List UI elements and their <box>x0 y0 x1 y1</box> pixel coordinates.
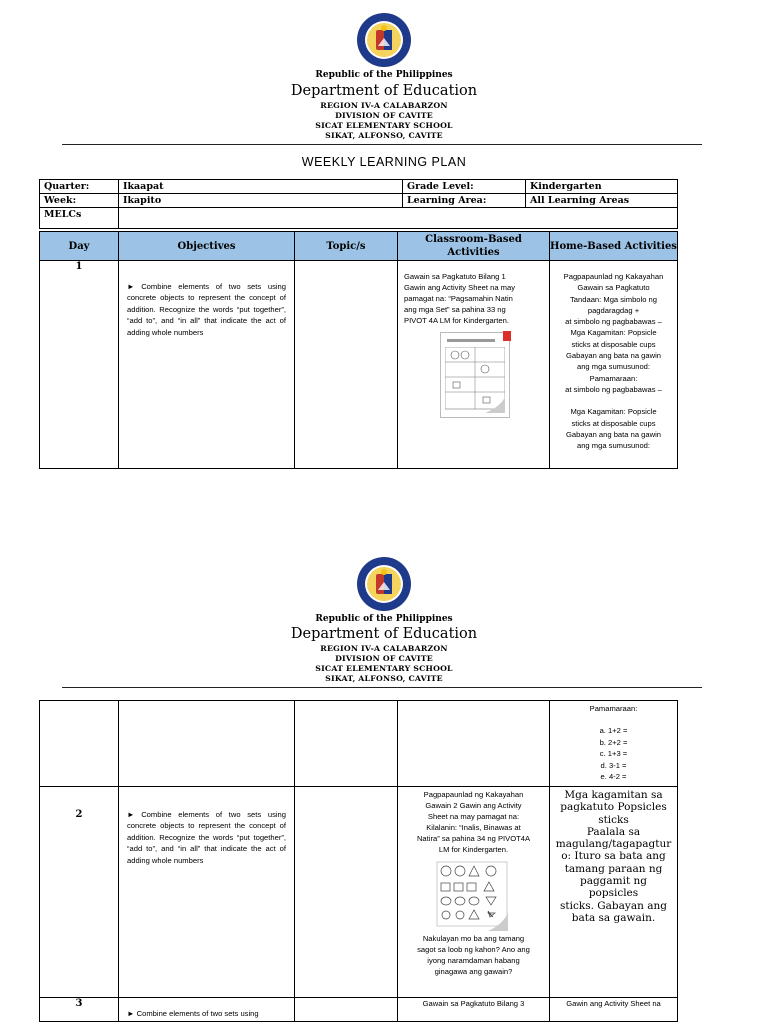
melcs-row <box>40 208 678 229</box>
worksheet-shapes-image <box>436 861 510 931</box>
day1-row <box>40 261 678 469</box>
day2-home-cell <box>550 787 678 998</box>
col-day: Day <box>40 232 119 261</box>
quarter-label: Quarter: <box>40 180 119 194</box>
day3-objective: ► Combine elements of two sets using <box>127 1009 259 1018</box>
day2-classroom-followup: Nakulayan mo ba ang tamang sagot sa loob ng kahon? Ano ang iyong naramdaman habang ginagawa ang gawain? <box>417 934 530 976</box>
school-line: SICAT ELEMENTARY SCHOOL <box>315 121 453 130</box>
day1-number: 1 <box>40 261 119 469</box>
republic-line-page2: Republic of the Philippines <box>315 614 453 624</box>
col-classroom: Classroom-Based Activities <box>398 232 550 261</box>
header-rule-page2 <box>62 687 702 688</box>
day3-topic-cell <box>295 998 398 1022</box>
day2-classroom-text: Pagpapaunlad ng Kakayahan Gawain 2 Gawin ang Activity Sheet na may pamagat na: Kilalanin: “Inalis, Binawas at Natira” sa pahina 34 ng PIVOT4A LM for Kindergarten. <box>416 790 531 854</box>
quarter-value: Ikaapat <box>119 180 403 194</box>
day2-objective: ► Combine elements of two sets using concrete objects to represent the concept of addition. Recognize the words “put together”, “add to”, and “in all” that indicate the act of adding whole numbers <box>127 810 286 865</box>
worksheet-title-bar <box>447 339 495 342</box>
region-line: REGION IV-A CALABARZON <box>320 101 448 110</box>
region-line-page2: REGION IV-A CALABARZON <box>320 644 448 653</box>
division-line: DIVISION OF CAVITE <box>335 111 433 120</box>
day2-classroom-cell <box>398 787 550 998</box>
day1-classroom-cell <box>398 261 550 469</box>
division-line-page2: DIVISION OF CAVITE <box>335 654 433 663</box>
area-value: All Learning Areas <box>526 194 678 208</box>
worksheet-grid-image <box>445 347 505 413</box>
quarter-row <box>40 180 678 194</box>
deped-seal-logo <box>356 12 412 68</box>
column-header-row <box>40 232 678 261</box>
day1-objective: ► Combine elements of two sets using concrete objects to represent the concept of addition. Recognize the words “put together”, “add to”, and “in all” that indicate the act of adding whole numbers <box>127 282 286 337</box>
plan-title: WEEKLY LEARNING PLAN <box>301 155 467 169</box>
continuation-row <box>40 701 678 787</box>
day3-number: 3 <box>40 998 119 1022</box>
day2-objective-cell <box>119 787 295 998</box>
header-rule <box>62 144 702 145</box>
day2-number: 2 <box>40 787 119 998</box>
cont-home-text: Pamamaraan: a. 1+2 = b. 2+2 = c. 1+3 = d. 3-1 = e. 4-2 = <box>589 704 638 782</box>
grade-label: Grade Level: <box>403 180 526 194</box>
day1-worksheet-thumbnail <box>440 332 510 418</box>
day1-home-cell <box>550 261 678 469</box>
republic-line: Republic of the Philippines <box>315 70 453 80</box>
day2-row <box>40 787 678 998</box>
plan-table-page2 <box>39 700 678 1022</box>
day3-home-text: Gawin ang Activity Sheet na <box>566 999 661 1008</box>
col-topics: Topic/s <box>295 232 398 261</box>
week-row <box>40 194 678 208</box>
day1-classroom-text: Gawain sa Pagkatuto Bilang 1 Gawin ang Activity Sheet na may pamagat na: “Pagsamahin Natin ang mga Set” sa pahina 33 ng PIVOT 4A LM for Kindergarten. <box>404 272 516 325</box>
col-home: Home-Based Activities <box>550 232 678 261</box>
day3-row <box>40 998 678 1022</box>
plan-table-page1 <box>39 231 678 469</box>
day3-home-cell <box>550 998 678 1022</box>
col-objectives: Objectives <box>119 232 295 261</box>
address-line: SIKAT, ALFONSO, CAVITE <box>325 131 443 140</box>
address-line-page2: SIKAT, ALFONSO, CAVITE <box>325 674 443 683</box>
day2-topic-cell <box>295 787 398 998</box>
day1-objective-cell <box>119 261 295 469</box>
school-line-page2: SICAT ELEMENTARY SCHOOL <box>315 664 453 673</box>
cont-objective-cell <box>119 701 295 787</box>
cont-topic-cell <box>295 701 398 787</box>
cont-classroom-cell <box>398 701 550 787</box>
week-label: Week: <box>40 194 119 208</box>
day3-classroom-text: Gawain sa Pagkatuto Bilang 3 <box>422 999 525 1008</box>
melcs-value <box>119 208 678 229</box>
week-value: Ikapito <box>119 194 403 208</box>
day3-classroom-cell <box>398 998 550 1022</box>
day2-worksheet-thumbnail <box>436 861 510 931</box>
melcs-label: MELCs <box>40 208 119 229</box>
grade-value: Kindergarten <box>526 180 678 194</box>
cont-day-cell <box>40 701 119 787</box>
day1-home-text: Pagpapaunlad ng Kakayahan Gawain sa Pagkatuto Tandaan: Mga simbolo ng pagdaragdag + at simbolo ng pagbabawas – Mga Kagamitan: Popsicle sticks at disposable cups Gabayan ang bata na gawin ang mga sumusunod: Pamamaraan: at simbolo ng pagbabawas – Mga Kagamitan: Popsicle sticks at disposable cups Gabayan ang bata na gawin ang mga sumusunod: <box>563 272 664 451</box>
department-line-page2: Department of Education <box>290 626 478 642</box>
deped-seal-logo-page2 <box>356 556 412 612</box>
worksheet-tab-marker <box>503 331 511 341</box>
department-line: Department of Education <box>290 83 478 99</box>
cont-home-cell <box>550 701 678 787</box>
day2-home-text: Mga kagamitan sa pagkatuto Popsicles sticks Paalala sa magulang/tagapagtur o: Ituro sa bata ang tamang paraan ng paggamit ng popsicles sticks. Gabayan ang bata sa gawain. <box>555 789 672 924</box>
area-label: Learning Area: <box>403 194 526 208</box>
info-table <box>39 179 678 229</box>
day1-topic-cell <box>295 261 398 469</box>
day3-objective-cell <box>119 998 295 1022</box>
